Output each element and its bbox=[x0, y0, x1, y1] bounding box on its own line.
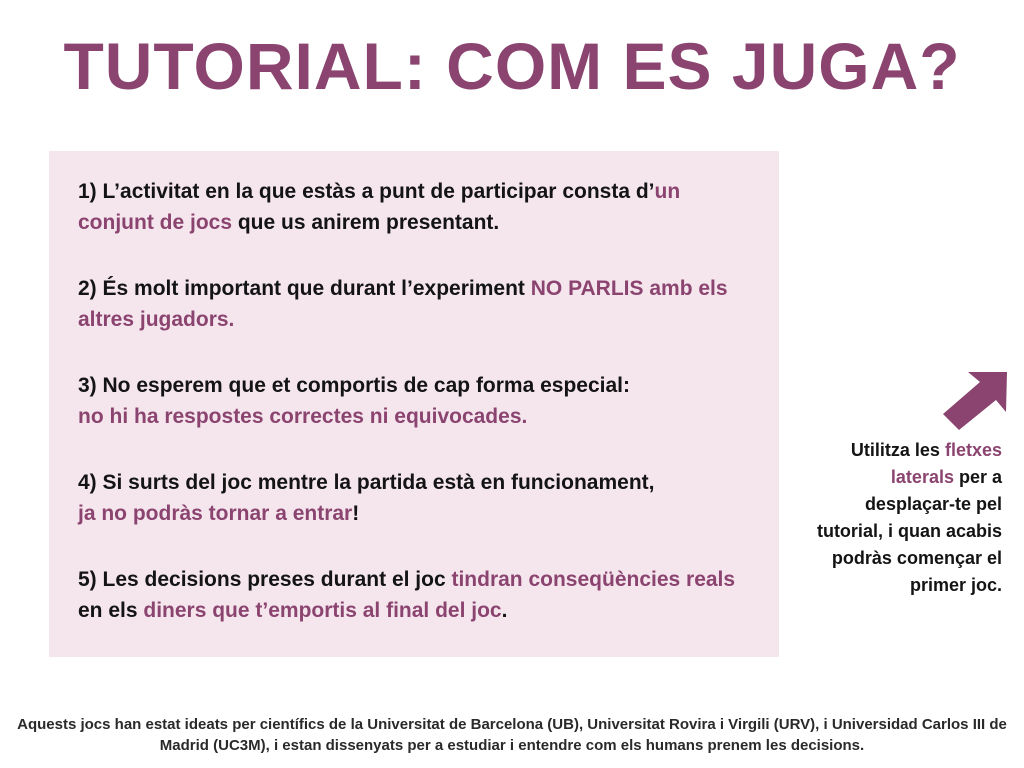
rule-text: 1) L’activitat en la que estàs a punt de participar consta d’ bbox=[78, 180, 655, 203]
rule-item-2 bbox=[78, 273, 753, 335]
arrow-up-right-icon bbox=[940, 368, 1010, 432]
page-title: TUTORIAL: COM ES JUGA? bbox=[63, 29, 961, 103]
rule-text: 3) No esperem que et comportis de cap forma especial: bbox=[78, 374, 631, 397]
rule-text: 2) És molt important que durant l’experiment bbox=[78, 277, 531, 300]
hint-text: Utilitza les bbox=[850, 440, 945, 460]
footer-credits: Aquests jocs han estat ideats per científics de la Universitat de Barcelona (UB), Universitat Rovira i Virgili (URV), i Universidad Carlos III de Madrid (UC3M), i estan dissenyats per a estudiar i entendre com els humans prenem les decisions. bbox=[17, 716, 1007, 754]
rule-text-end: . bbox=[501, 599, 508, 622]
rule-item-1 bbox=[78, 176, 753, 238]
rule-item-3 bbox=[78, 370, 753, 432]
rule-highlight: tindran conseqüències reals bbox=[451, 568, 736, 591]
rule-item-5 bbox=[78, 564, 753, 626]
rule-text-middle: en els bbox=[78, 599, 144, 622]
arrow-shape bbox=[943, 372, 1007, 430]
rule-item-4 bbox=[78, 467, 753, 529]
hint-highlight: fletxes laterals bbox=[890, 440, 1002, 487]
rules-panel bbox=[49, 151, 779, 657]
navigation-hint bbox=[806, 437, 1002, 599]
rule-highlight: no hi ha respostes correctes ni equivocades. bbox=[78, 405, 528, 428]
rule-highlight: ja no podràs tornar a entrar bbox=[78, 502, 353, 525]
rule-text: 4) Si surts del joc mentre la partida està en funcionament, bbox=[78, 471, 655, 494]
rule-highlight: un conjunt de jocs bbox=[78, 180, 681, 234]
rule-text-end: ! bbox=[352, 502, 360, 525]
rule-highlight-2: diners que t’emportis al final del joc bbox=[143, 599, 502, 622]
hint-text-end: per a desplaçar-te pel tutorial, i quan acabis podràs començar el primer joc. bbox=[816, 467, 1002, 595]
rule-highlight: NO PARLIS amb els altres jugadors. bbox=[78, 277, 728, 331]
rule-text: 5) Les decisions preses durant el joc bbox=[78, 568, 452, 591]
rule-text-end: que us anirem presentant. bbox=[232, 211, 500, 234]
